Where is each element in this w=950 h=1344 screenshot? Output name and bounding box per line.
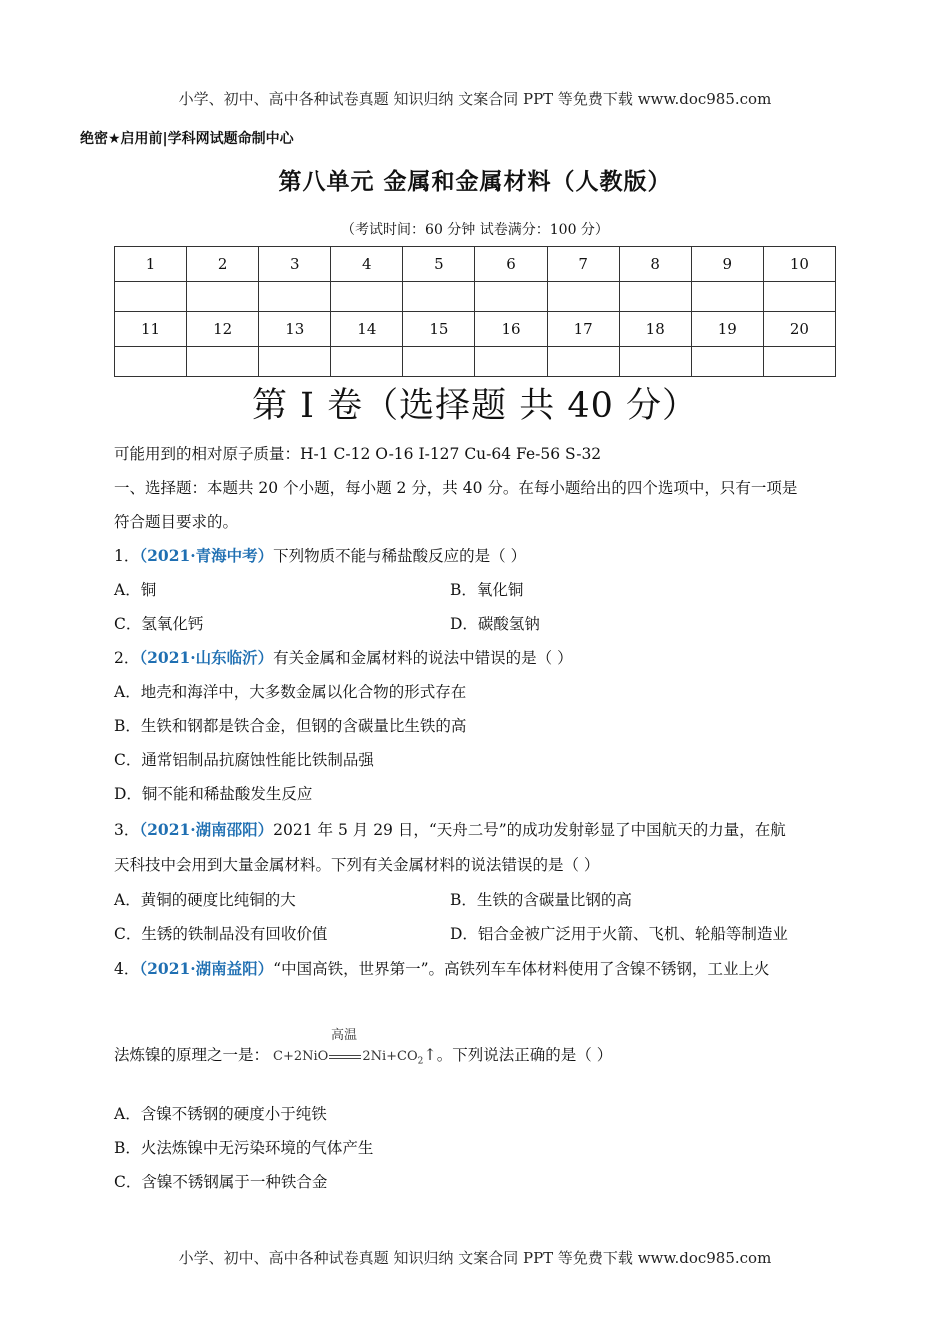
answer-blank-cell[interactable] [547, 282, 619, 312]
question-stem: 2021 年 5 月 29 日，“天舟二号”的成功发射彰显了中国航天的力量，在航 [273, 821, 786, 839]
answer-blank-cell[interactable] [475, 282, 547, 312]
answer-number-cell: 14 [331, 312, 403, 347]
answer-blank-cell[interactable] [259, 282, 331, 312]
answer-number-cell: 20 [763, 312, 835, 347]
answer-blank-cell[interactable] [403, 282, 475, 312]
answer-number-cell: 1 [115, 247, 187, 282]
confidential-label: 绝密★启用前|学科网试题命制中心 [80, 131, 294, 147]
answer-number-cell: 6 [475, 247, 547, 282]
question-number: 4． [114, 960, 140, 978]
answer-table-number-row [115, 247, 836, 282]
answer-blank-cell[interactable] [187, 347, 259, 377]
answer-blank-cell[interactable] [619, 282, 691, 312]
answer-blank-cell[interactable] [259, 347, 331, 377]
chemical-equation [273, 1028, 437, 1067]
option-c[interactable]: C．含镍不锈钢属于一种铁合金 [114, 1173, 328, 1191]
option-c[interactable]: C．通常铝制品抗腐蚀性能比铁制品强 [114, 751, 374, 769]
answer-number-cell: 3 [259, 247, 331, 282]
answer-number-cell: 17 [547, 312, 619, 347]
option-b[interactable]: B．氧化铜 [450, 581, 524, 599]
answer-blank-cell[interactable] [115, 347, 187, 377]
option-a[interactable]: A．铜 [114, 581, 157, 599]
gas-up-arrow-icon: ↑ [423, 1045, 437, 1064]
answer-table-number-row [115, 312, 836, 347]
option-b[interactable]: B．生铁的含碳量比钢的高 [450, 891, 632, 909]
question-stem: 有关金属和金属材料的说法中错误的是（ ） [273, 649, 573, 667]
question-source: （2021·湖南益阳） [139, 959, 274, 978]
option-b[interactable]: B．生铁和钢都是铁合金，但钢的含碳量比生铁的高 [114, 717, 467, 735]
equation-products: 2Ni+CO [362, 1049, 418, 1064]
answer-number-cell: 4 [331, 247, 403, 282]
question-stem-suffix: 。下列说法正确的是（ ） [436, 1046, 613, 1064]
answer-blank-cell[interactable] [187, 282, 259, 312]
question-2 [114, 646, 573, 668]
answer-number-cell: 18 [619, 312, 691, 347]
answer-blank-cell[interactable] [619, 347, 691, 377]
question-source: （2021·山东临沂） [139, 648, 274, 667]
question-stem: 下列物质不能与稀盐酸反应的是（ ） [273, 547, 527, 565]
answer-number-cell: 7 [547, 247, 619, 282]
answer-table [114, 246, 836, 377]
question-source: （2021·湖南邵阳） [139, 820, 274, 839]
question-source: （2021·青海中考） [139, 546, 274, 565]
answer-blank-cell[interactable] [403, 347, 475, 377]
footer-banner: 小学、初中、高中各种试卷真题 知识归纳 文案合同 PPT 等免费下载 www.doc985.com [178, 1249, 772, 1267]
question-number: 1． [114, 547, 140, 565]
option-a[interactable]: A．地壳和海洋中，大多数金属以化合物的形式存在 [114, 683, 467, 701]
option-c[interactable]: C．生锈的铁制品没有回收价值 [114, 925, 328, 943]
answer-blank-cell[interactable] [475, 347, 547, 377]
option-d[interactable]: D．铝合金被广泛用于火箭、飞机、轮船等制造业 [450, 925, 788, 943]
answer-blank-cell[interactable] [331, 282, 403, 312]
answer-blank-cell[interactable] [331, 347, 403, 377]
answer-number-cell: 5 [403, 247, 475, 282]
answer-blank-cell[interactable] [691, 347, 763, 377]
answer-number-cell: 15 [403, 312, 475, 347]
equation-reactants: C+2NiO [273, 1049, 329, 1064]
question-number: 2． [114, 649, 140, 667]
answer-table-blank-row [115, 347, 836, 377]
question-3 [114, 818, 786, 840]
equation-subscript: 2 [417, 1056, 424, 1067]
equation-condition: 高温 [331, 1028, 358, 1043]
answer-number-cell: 11 [115, 312, 187, 347]
answer-number-cell: 13 [259, 312, 331, 347]
answer-number-cell: 16 [475, 312, 547, 347]
atomic-mass-line: 可能用到的相对原子质量：H-1 C-12 O-16 I-127 Cu-64 Fe-56 S-32 [114, 445, 602, 463]
question-stem: “中国高铁，世界第一”。高铁列车车体材料使用了含镍不锈钢，工业上火 [273, 960, 770, 978]
option-c[interactable]: C．氢氧化钙 [114, 615, 204, 633]
equation-equals-sign [329, 1055, 361, 1059]
answer-number-cell: 10 [763, 247, 835, 282]
answer-number-cell: 8 [619, 247, 691, 282]
option-d[interactable]: D．碳酸氢钠 [450, 615, 540, 633]
answer-number-cell: 19 [691, 312, 763, 347]
instruction-line: 符合题目要求的。 [114, 513, 239, 531]
question-4 [114, 957, 770, 979]
question-1 [114, 544, 526, 566]
answer-table-blank-row [115, 282, 836, 312]
answer-blank-cell[interactable] [547, 347, 619, 377]
answer-blank-cell[interactable] [763, 282, 835, 312]
option-b[interactable]: B．火法炼镍中无污染环境的气体产生 [114, 1139, 374, 1157]
answer-blank-cell[interactable] [763, 347, 835, 377]
answer-blank-cell[interactable] [691, 282, 763, 312]
question-stem-prefix: 法炼镍的原理之一是： [114, 1046, 270, 1064]
section-title: 第 I 卷（选择题 共 40 分） [252, 386, 698, 426]
answer-number-cell: 9 [691, 247, 763, 282]
answer-blank-cell[interactable] [115, 282, 187, 312]
exam-info: （考试时间：60 分钟 试卷满分：100 分） [341, 222, 609, 238]
answer-number-cell: 12 [187, 312, 259, 347]
instruction-line: 一、选择题：本题共 20 个小题，每小题 2 分，共 40 分。在每小题给出的四个选项中，只有一项是 [114, 479, 798, 497]
question-number: 3． [114, 821, 140, 839]
page-title: 第八单元 金属和金属材料（人教版） [278, 169, 672, 195]
header-banner: 小学、初中、高中各种试卷真题 知识归纳 文案合同 PPT 等免费下载 www.doc985.com [178, 90, 772, 108]
option-d[interactable]: D．铜不能和稀盐酸发生反应 [114, 785, 313, 803]
option-a[interactable]: A．含镍不锈钢的硬度小于纯铁 [114, 1105, 327, 1123]
answer-number-cell: 2 [187, 247, 259, 282]
question-stem-continued: 天科技中会用到大量金属材料。下列有关金属材料的说法错误的是（ ） [114, 856, 600, 874]
option-a[interactable]: A．黄铜的硬度比纯铜的大 [114, 891, 296, 909]
question-stem-continued [114, 1028, 613, 1067]
